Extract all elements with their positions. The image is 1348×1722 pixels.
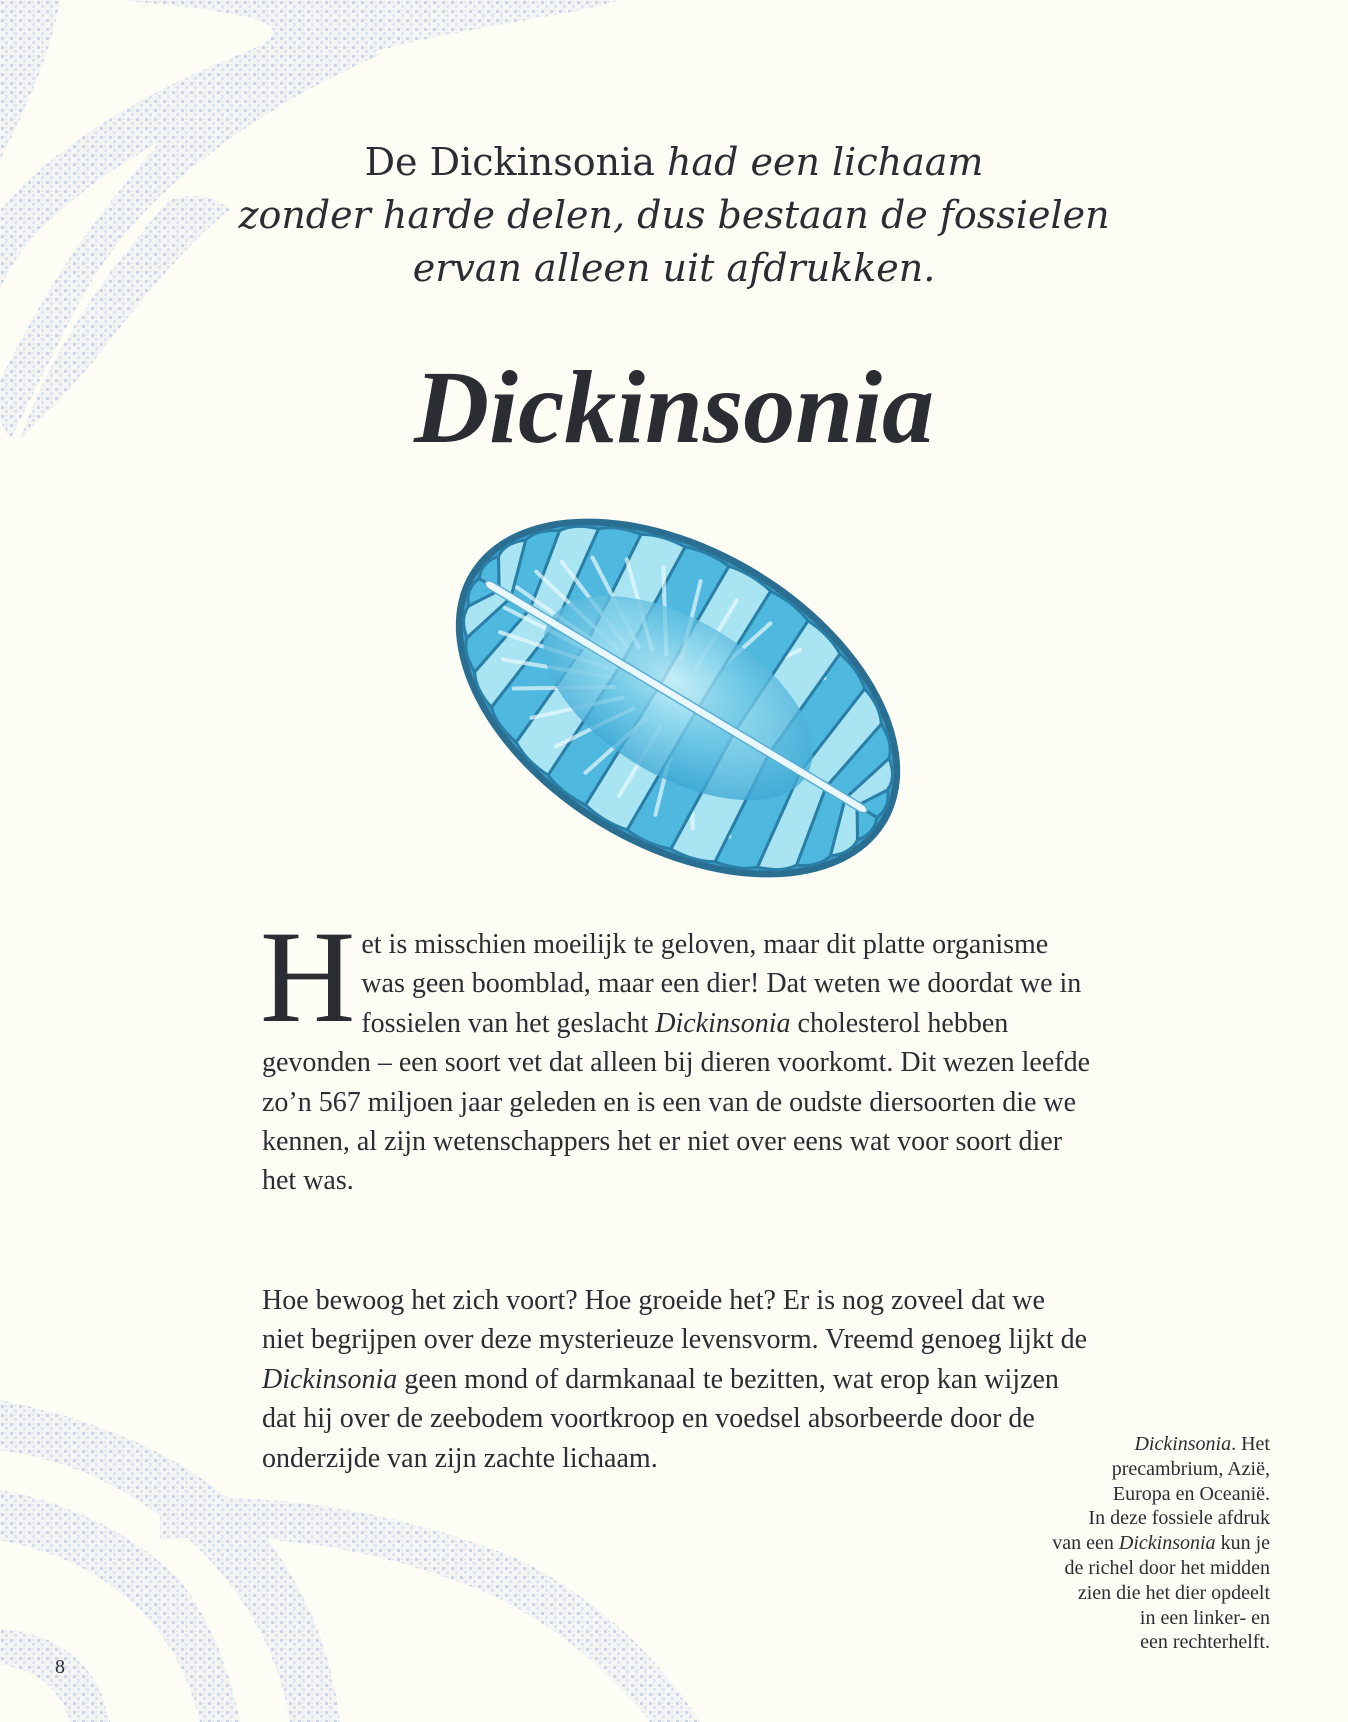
caption-line7: zien die het dier opdeelt <box>1077 1581 1270 1604</box>
caption-line5-genus: Dickinsonia <box>1118 1532 1216 1555</box>
paragraph-2 <box>262 1281 1092 1478</box>
caption-line5-a: van een <box>1052 1532 1119 1555</box>
drop-cap: H <box>260 903 356 1050</box>
paragraph-1 <box>260 903 1092 1201</box>
pull-quote-line1-rest: had een lichaam <box>666 140 984 184</box>
caption-genus: Dickinsonia <box>1134 1433 1232 1455</box>
paragraph-1-genus: Dickinsonia <box>655 1007 791 1039</box>
pull-quote-word: De <box>364 140 418 184</box>
paragraph-2-text-a: Hoe bewoog het zich voort? Hoe groeide het? Er is nog zoveel dat we niet begrijpen over deze mysterieuze levensvorm. Vreemd genoeg lijkt de <box>262 1285 1088 1356</box>
page-number: 8 <box>55 1656 65 1678</box>
image-caption <box>980 1432 1270 1655</box>
paragraph-1-text-a: et is misschien moeilijk te geloven, maar dit platte organisme was geen boomblad, maar een dier! Dat weten we doordat we in fossielen van het geslacht <box>361 929 1082 1039</box>
pull-quote-genus: Dickinsonia <box>429 140 655 184</box>
caption-line2: precambrium, Azië, <box>1111 1457 1270 1480</box>
caption-line8: in een linker- en <box>1139 1606 1270 1629</box>
caption-line5-b: kun je <box>1215 1532 1270 1555</box>
page-title: Dickinsonia <box>413 350 935 465</box>
pull-quote <box>200 136 1148 295</box>
paragraph-1-text-b: cholesterol hebben gevonden – een soort vet dat alleen bij dieren voorkomt. Dit wezen leefde zo’n 567 miljoen jaar geleden en is een van de oudste diersoorten die we kennen, al zijn wetenschappers het er niet over eens wat voor soort dier het was. <box>262 1007 1091 1197</box>
pull-quote-line2: zonder harde delen, dus bestaan de fossielen <box>238 193 1110 237</box>
caption-line9: een rechterhelft. <box>1140 1631 1270 1654</box>
paragraph-2-genus: Dickinsonia <box>262 1363 398 1395</box>
caption-line1-rest: . Het <box>1231 1433 1270 1455</box>
caption-line6: de richel door het midden <box>1064 1556 1270 1579</box>
caption-line3: Europa en Oceanië. <box>1112 1482 1270 1505</box>
paragraph-2-text-b: geen mond of darmkanaal te bezitten, wat erop kan wijzen dat hij over de zeebodem voortkroop en voedsel absorbeerde door de onderzijde van zijn zachte lichaam. <box>262 1363 1059 1474</box>
caption-line4: In deze fossiele afdruk <box>1088 1507 1270 1530</box>
pull-quote-line3: ervan alleen uit afdrukken. <box>412 246 936 290</box>
dickinsonia-fossil-icon <box>428 506 928 890</box>
